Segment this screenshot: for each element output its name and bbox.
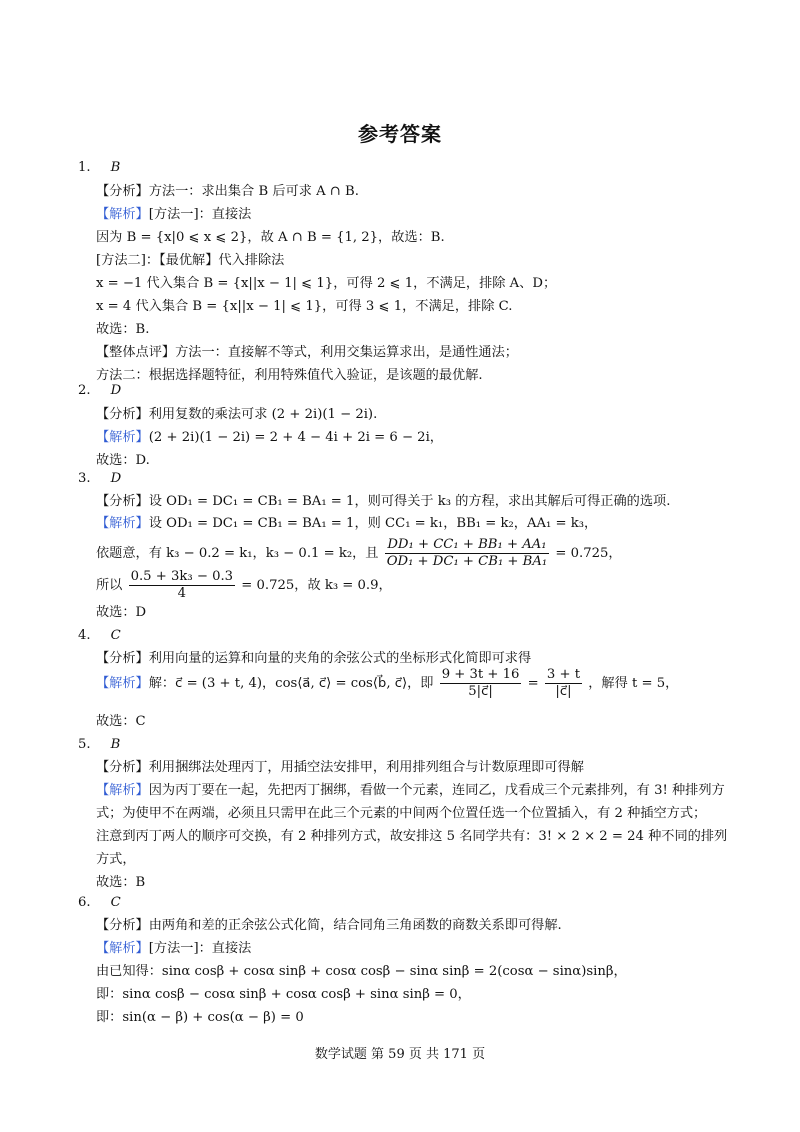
analysis-line: 【分析】利用向量的运算和向量的夹角的余弦公式的坐标形式化简即可求得 (96, 651, 532, 666)
text-line: 方法二：根据选择题特征，利用特殊值代入验证，是该题的最优解. (96, 368, 483, 383)
solution-text: 设 OD₁ = DC₁ = CB₁ = BA₁ = 1，则 CC₁ = k₁，BB₁ = k₂，AA₁ = k₃， (148, 516, 598, 531)
solution-text: 因为丙丁要在一起，先把丙丁捆绑，看做一个元素，连同乙，戊看成三个元素排列，有 3! 种排列方 (148, 783, 725, 798)
formula-prefix: 解：c⃗ = (3 + t, 4)，cos⟨a⃗, c⃗⟩ = cos⟨b⃗, c⃗⟩，即 (148, 676, 434, 691)
text-line: [方法二]：【最优解】代入排除法 (96, 253, 285, 268)
fraction-numerator: 9 + 3t + 16 (441, 667, 520, 682)
analysis-line: 【分析】利用捆绑法处理丙丁，用插空法安排甲，利用排列组合与计数原理即可得解 (96, 760, 584, 775)
text-line: 即：sin(α − β) + cos(α − β) = 0 (96, 1010, 304, 1025)
question-3-header (78, 469, 121, 489)
question-6-header (78, 893, 121, 913)
fraction-denominator: 5|c⃗| (468, 684, 493, 699)
solution-tag: 【解析】 (96, 430, 149, 445)
fraction (129, 569, 235, 602)
question-number: 5. (78, 737, 91, 752)
analysis-line: 【分析】由两角和差的正余弦公式化简，结合同角三角函数的商数关系即可得解. (96, 918, 562, 933)
page-title: 参考答案 (358, 122, 442, 146)
question-number: 3. (78, 471, 91, 486)
text-line: 即：sinα cosβ − cosα sinβ + cosα cosβ + sinα sinβ = 0， (96, 987, 471, 1002)
solution-tag: 【解析】 (96, 207, 149, 222)
solution-line (96, 939, 251, 959)
answer-letter: B (110, 160, 121, 175)
text-line: 方式， (96, 852, 136, 867)
formula-line (96, 566, 392, 606)
solution-line (96, 428, 443, 448)
solution-line (96, 205, 251, 225)
fraction-numerator: 3 + t (546, 667, 581, 682)
fraction (545, 667, 582, 700)
text-line: 故选：D. (96, 453, 150, 468)
question-1-header (78, 158, 120, 178)
text-line: 注意到丙丁两人的顺序可交换，有 2 种排列方式，故安排这 5 名同学共有：3! × 2 × 2 = 24 种不同的排列 (96, 829, 728, 844)
question-4-header (78, 626, 121, 646)
solution-text: [方法一]：直接法 (148, 941, 252, 956)
question-number: 4. (78, 628, 91, 643)
answer-letter: D (110, 471, 122, 486)
formula-suffix: ，解得 t = 5， (588, 676, 679, 691)
page-footer: 数学试题 第 59 页 共 171 页 (314, 1047, 486, 1062)
formula-prefix: 所以 (96, 578, 123, 593)
text-line: 故选：C (96, 714, 146, 729)
text-line: 因为 B = {x|0 ⩽ x ⩽ 2}，故 A ∩ B = {1, 2}，故选：B. (96, 230, 445, 245)
formula-suffix: = 0.725，故 k₃ = 0.9， (241, 578, 392, 593)
solution-line (96, 781, 725, 801)
fraction-numerator: 0.5 + 3k₃ − 0.3 (130, 569, 234, 584)
question-5-header (78, 735, 120, 755)
question-number: 1. (78, 160, 91, 175)
text-line: x = 4 代入集合 B = {x||x − 1| ⩽ 1}，可得 3 ⩽ 1，不满足，排除 C. (96, 299, 513, 314)
solution-line (96, 514, 597, 534)
text-line: 故选：B. (96, 322, 150, 337)
fraction (385, 537, 550, 570)
fraction-denominator: |c⃗| (555, 684, 572, 699)
question-number: 2. (78, 383, 91, 398)
solution-tag: 【解析】 (96, 783, 149, 798)
solution-tag: 【解析】 (96, 676, 149, 691)
analysis-line: 【分析】方法一：求出集合 B 后可求 A ∩ B. (96, 184, 359, 199)
formula-prefix: 依题意，有 k₃ − 0.2 = k₁，k₃ − 0.1 = k₂，且 (96, 546, 379, 561)
formula-suffix: = 0.725， (555, 546, 622, 561)
fraction (440, 667, 522, 700)
solution-line (96, 664, 678, 704)
text-line: 式；为使甲不在两端，必须且只需甲在此三个元素的中间两个位置任选一个位置插入，有 2 种插空方式； (96, 806, 707, 821)
solution-tag: 【解析】 (96, 941, 149, 956)
answer-letter: C (110, 895, 121, 910)
question-number: 6. (78, 895, 91, 910)
question-2-header (78, 381, 121, 401)
answer-letter: B (110, 737, 121, 752)
fraction-denominator: OD₁ + DC₁ + CB₁ + BA₁ (386, 554, 548, 569)
text-line: 故选：D (96, 605, 147, 620)
solution-text: (2 + 2i)(1 − 2i) = 2 + 4 − 4i + 2i = 6 − 2i， (148, 430, 443, 445)
solution-text: [方法一]：直接法 (148, 207, 252, 222)
text-line: 由已知得：sinα cosβ + cosα sinβ + cosα cosβ − sinα sinβ = 2(cosα − sinα)sinβ， (96, 964, 627, 979)
analysis-line: 【分析】设 OD₁ = DC₁ = CB₁ = BA₁ = 1，则可得关于 k₃ 的方程，求出其解后可得正确的选项. (96, 494, 671, 509)
equals-sign: = (527, 676, 539, 691)
solution-tag: 【解析】 (96, 516, 149, 531)
review-line: 【整体点评】方法一：直接解不等式，利用交集运算求出，是通性通法； (96, 345, 518, 360)
answer-letter: D (110, 383, 122, 398)
fraction-numerator: DD₁ + CC₁ + BB₁ + AA₁ (385, 537, 550, 554)
text-line: 故选：B (96, 875, 146, 890)
answer-letter: C (110, 628, 121, 643)
text-line: x = −1 代入集合 B = {x||x − 1| ⩽ 1}，可得 2 ⩽ 1，不满足，排除 A、D； (96, 276, 557, 291)
fraction-denominator: 4 (177, 586, 187, 601)
analysis-line: 【分析】利用复数的乘法可求 (2 + 2i)(1 − 2i). (96, 407, 378, 422)
